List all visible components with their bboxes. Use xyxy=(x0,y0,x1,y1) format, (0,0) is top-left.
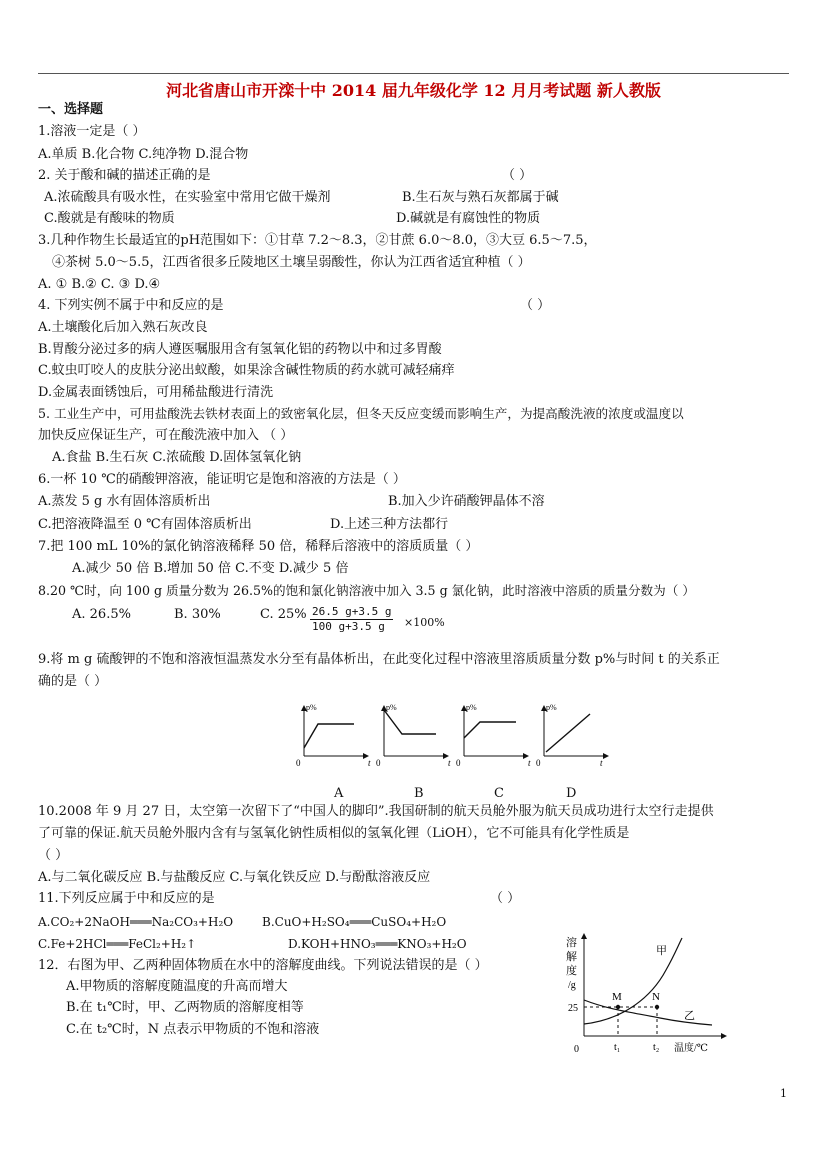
q9-label-c: C xyxy=(494,786,504,801)
page-number: 1 xyxy=(780,1087,787,1100)
svg-text:25: 25 xyxy=(568,1003,578,1014)
page-title: 河北省唐山市开滦十中 2014 届九年级化学 12 月月考试题 新人教版 xyxy=(166,81,661,100)
svg-text:乙: 乙 xyxy=(684,1010,695,1022)
q3-line2: ④茶树 5.0～5.5，江西省很多丘陵地区土壤呈弱酸性，你认为江西省适宜种植（ ） xyxy=(52,255,531,270)
q9-label-d: D xyxy=(566,786,577,801)
svg-text:p%: p% xyxy=(386,703,397,712)
svg-text:度: 度 xyxy=(566,965,577,977)
q5-options: A.食盐 B.生石灰 C.浓硫酸 D.固体氢氧化钠 xyxy=(52,450,302,465)
svg-text:t₁: t₁ xyxy=(614,1042,621,1053)
q4-paren: （ ） xyxy=(520,298,551,313)
q2-stem: 2. 关于酸和碱的描述正确的是 xyxy=(38,168,211,183)
q9-line2: 确的是（ ） xyxy=(38,674,108,689)
svg-text:t: t xyxy=(528,758,531,768)
q7-stem: 7.把 100 mL 10%的氯化钠溶液稀释 50 倍，稀释后溶液中的溶质质量（ ） xyxy=(38,539,479,554)
graph-b xyxy=(376,703,451,768)
curve-jia xyxy=(584,938,682,1024)
header-rule xyxy=(38,73,789,74)
svg-text:p%: p% xyxy=(466,703,477,712)
graph-a-ylabel: p% xyxy=(306,703,317,712)
svg-text:/g: /g xyxy=(568,980,576,991)
q6-stem: 6.一杯 10 ℃的硝酸钾溶液，能证明它是饱和溶液的方法是（ ） xyxy=(38,472,406,487)
q6-option-a: A.蒸发 5 g 水有固体溶质析出 xyxy=(38,494,211,509)
q9-graphs xyxy=(290,700,610,770)
q7-options: A.减少 50 倍 B.增加 50 倍 C.不变 D.减少 5 倍 xyxy=(72,561,349,576)
q8-option-d-suffix: ×100% xyxy=(404,616,445,629)
fraction-denominator: 100 g+3.5 g xyxy=(312,620,385,633)
q12-option-b: B.在 t₁℃时，甲、乙两物质的溶解度相等 xyxy=(66,1000,304,1015)
q4-option-c: C.蚊虫叮咬人的皮肤分泌出蚁酸，如果涂含碱性物质的药水就可减轻痛痒 xyxy=(38,363,455,378)
q1-stem: 1.溶液一定是（ ） xyxy=(38,124,146,139)
q4-option-d: D.金属表面锈蚀后，可用稀盐酸进行清洗 xyxy=(38,385,274,400)
q8-option-c: C. 25% xyxy=(260,607,307,622)
fraction-numerator: 26.5 g+3.5 g xyxy=(312,605,392,618)
svg-text:M: M xyxy=(612,991,622,1003)
q3-options: A. ① B.② C. ③ D.④ xyxy=(38,277,161,292)
svg-text:0: 0 xyxy=(376,758,381,768)
svg-text:p%: p% xyxy=(546,703,557,712)
svg-text:t: t xyxy=(448,758,451,768)
svg-text:t: t xyxy=(600,758,603,768)
q11-stem: 11.下列反应属于中和反应的是 xyxy=(38,891,215,906)
svg-text:0: 0 xyxy=(296,758,301,768)
q12-option-c: C.在 t₂℃时，N 点表示甲物质的不饱和溶液 xyxy=(66,1022,320,1037)
q9-label-a: A xyxy=(334,786,344,801)
graph-a xyxy=(296,703,371,768)
svg-text:温度/℃: 温度/℃ xyxy=(674,1043,708,1054)
q2-option-d: D.碱就是有腐蚀性的物质 xyxy=(396,211,541,226)
q11-option-d: D.KOH+HNO₃═══KNO₃+H₂O xyxy=(288,937,467,951)
svg-text:t: t xyxy=(368,758,371,768)
q8-stem: 8.20 ℃时，向 100 g 质量分数为 26.5%的饱和氯化钠溶液中加入 3.5 g 氯化钠，此时溶液中溶质的质量分数为（ ） xyxy=(38,583,695,598)
q6-option-d: D.上述三种方法都行 xyxy=(330,517,449,532)
q5-line1: 5. 工业生产中，可用盐酸洗去铁材表面上的致密氧化层，但冬天反应变缓而影响生产，为提高酸洗液的浓度或温度以 xyxy=(38,406,684,421)
q10-line2: 了可靠的保证.航天员舱外服内含有与氢氧化钠性质相似的氢氧化锂（LiOH），它不可能具有化学性质是 xyxy=(38,826,630,841)
q9-line1: 9.将 m g 硫酸钾的不饱和溶液恒温蒸发水分至有晶体析出，在此变化过程中溶液里溶质质量分数 p%与时间 t 的关系正 xyxy=(38,652,720,667)
q11-option-b: B.CuO+H₂SO₄═══CuSO₄+H₂O xyxy=(262,915,447,929)
q11-option-a: A.CO₂+2NaOH═══Na₂CO₃+H₂O xyxy=(38,915,234,929)
q8-option-a: A. 26.5% xyxy=(72,607,131,622)
q8-option-b: B. 30% xyxy=(174,607,221,622)
svg-text:N: N xyxy=(652,991,660,1003)
q2-option-b: B.生石灰与熟石灰都属于碱 xyxy=(402,190,559,205)
q12-stem: 12．右图为甲、乙两种固体物质在水中的溶解度曲线。下列说法错误的是（ ） xyxy=(38,958,488,973)
graph-d xyxy=(536,703,608,768)
q10-line1: 10.2008 年 9 月 27 日，太空第一次留下了“中国人的脚印”.我国研制的航天员舱外服为航天员成功进行太空行走提供 xyxy=(38,804,714,819)
q3-line1: 3.几种作物生长最适宜的pH范围如下：①甘草 7.2～8.3，②甘蔗 6.0～8.0，③大豆 6.5～7.5， xyxy=(38,233,597,248)
q10-line3: （ ） xyxy=(38,848,69,863)
q4-option-b: B.胃酸分泌过多的病人遵医嘱服用含有氢氧化铝的药物以中和过多胃酸 xyxy=(38,342,442,357)
graph-c xyxy=(456,703,531,768)
q4-option-a: A.土壤酸化后加入熟石灰改良 xyxy=(38,320,208,335)
q11-paren: （ ） xyxy=(490,891,521,906)
svg-text:0: 0 xyxy=(574,1044,579,1055)
svg-text:0: 0 xyxy=(536,758,541,768)
q4-stem: 4. 下列实例不属于中和反应的是 xyxy=(38,298,224,313)
q2-paren: （ ） xyxy=(502,168,533,183)
q9-label-b: B xyxy=(414,786,424,801)
q11-option-c: C.Fe+2HCl═══FeCl₂+H₂↑ xyxy=(38,937,197,951)
svg-text:t₂: t₂ xyxy=(653,1042,660,1053)
q2-option-a: A.浓硫酸具有吸水性，在实验室中常用它做干燥剂 xyxy=(44,190,331,205)
svg-text:溶: 溶 xyxy=(566,937,577,949)
svg-text:解: 解 xyxy=(566,951,577,963)
svg-text:0: 0 xyxy=(456,758,461,768)
svg-text:甲: 甲 xyxy=(656,945,667,957)
q8-option-d-fraction xyxy=(310,605,393,634)
solubility-curve-graph xyxy=(560,930,730,1060)
q5-line2: 加快反应保证生产，可在酸洗液中加入 （ ） xyxy=(38,428,294,443)
q1-options: A.单质 B.化合物 C.纯净物 D.混合物 xyxy=(38,147,249,162)
section-heading: 一、选择题 xyxy=(38,102,104,117)
q12-option-a: A.甲物质的溶解度随温度的升高而增大 xyxy=(66,979,288,994)
q6-option-c: C.把溶液降温至 0 ℃有固体溶质析出 xyxy=(38,517,252,532)
q6-option-b: B.加入少许硝酸钾晶体不溶 xyxy=(388,494,545,509)
q2-option-c: C.酸就是有酸味的物质 xyxy=(44,211,175,226)
q10-options: A.与二氧化碳反应 B.与盐酸反应 C.与氧化铁反应 D.与酚酞溶液反应 xyxy=(38,870,431,885)
